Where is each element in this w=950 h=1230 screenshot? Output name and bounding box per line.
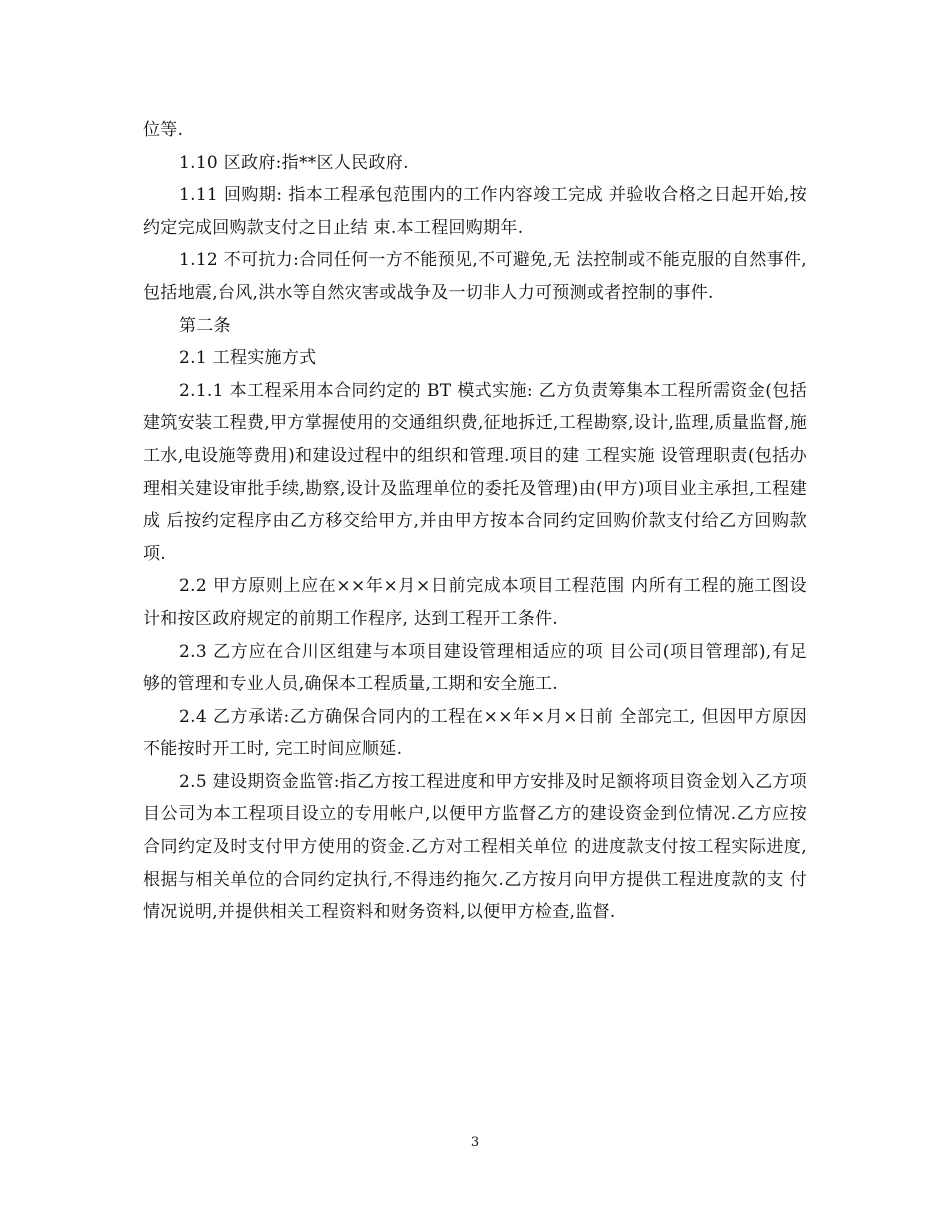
paragraph-2-3: 2.3 乙方应在合川区组建与本项目建设管理相适应的项 目公司(项目管理部),有足够的管理和专业人员,确保本工程质量,工期和安全施工. <box>143 641 807 695</box>
article-heading: 第二条 <box>179 315 231 336</box>
paragraph-2-5: 2.5 建设期资金监管:指乙方按工程进度和甲方安排及时足额将项目资金划入乙方项目公司为本工程项目设立的专用帐户,以便甲方监督乙方的建设资金到位情况.乙方应按合同约定及时支付甲方使用的资金.乙方对工程相关单位 的进度款支付按工程实际进度,根据与相关单位的合同约定执行,不得违约拖欠.乙方按月向甲方提供工程进度款的支 付情况说明,并提供相关工程资料和财务资料,以便甲方检查,监督. <box>143 771 807 923</box>
paragraph-1-10: 1.10 区政府:指**区人民政府. <box>179 152 409 173</box>
paragraph-2-1-1: 2.1.1 本工程采用本合同约定的 BT 模式实施: 乙方负责筹集本工程所需资金(包括建筑安装工程费,甲方掌握使用的交通组织费,征地拆迁,工程勘察,设计,监理,质量监督,施工水,电设施等费用)和建设过程中的组织和管理.项目的建 工程实施 设管理职责(包括办理相关建设审批手续,勘察,设计及监理单位的委托及管理)由(甲方)项目业主承担,工程建成 后按约定程序由乙方移交给甲方,并由甲方按本合同约定回购价款支付给乙方回购款项. <box>143 380 807 564</box>
body-text <box>143 114 807 929</box>
page-number: 3 <box>470 1135 480 1150</box>
paragraph-continuation: 位等. <box>143 120 184 140</box>
section-heading-2-1: 2.1 工程实施方式 <box>179 348 317 369</box>
paragraph-1-11: 1.11 回购期: 指本工程承包范围内的工作内容竣工完成 并验收合格之日起开始,按约定完成回购款支付之日止结 束.本工程回购期年. <box>143 185 807 238</box>
paragraph-2-2: 2.2 甲方原则上应在××年×月×日前完成本项目工程范围 内所有工程的施工图设计和按区政府规定的前期工作程序, 达到工程开工条件. <box>143 576 807 629</box>
paragraph-2-4: 2.4 乙方承诺:乙方确保合同内的工程在××年×月×日前 全部完工, 但因甲方原因不能按时开工时, 完工时间应顺延. <box>143 706 807 760</box>
paragraph-1-12: 1.12 不可抗力:合同任何一方不能预见,不可避免,无 法控制或不能克服的自然事件,包括地震,台风,洪水等自然灾害或战争及一切非人力可预测或者控制的事件. <box>143 250 807 303</box>
